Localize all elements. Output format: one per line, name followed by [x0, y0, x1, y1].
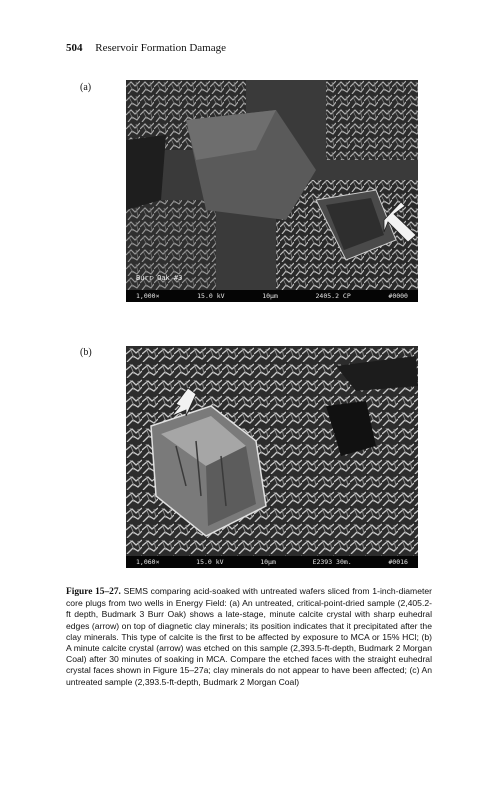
magnification-a: 1,000×	[136, 292, 160, 300]
running-header	[66, 42, 226, 54]
sample-tag-a: Burr Oak #3	[136, 274, 183, 282]
running-title: Reservoir Formation Damage	[95, 42, 226, 54]
sem-micrograph-b	[126, 346, 418, 568]
frame-number-b: #0016	[388, 558, 408, 566]
micrograph-a-image	[126, 80, 418, 290]
panel-a-label: (a)	[80, 82, 92, 93]
page-number: 504	[66, 42, 83, 54]
image-code-a: 2405.2 CP	[315, 292, 351, 300]
figure-caption	[66, 586, 432, 688]
figure-label: Figure 15–27.	[66, 587, 121, 597]
caption-text: SEMS comparing acid-soaked with untreated wafers sliced from 1-inch-diameter core plugs from two wells in Energy Field: (a) An untreated, critical-point-dried sample (2,405.2-ft depth, Budmark 3 Burr Oak) shows a late-stage, minute calcite crystal with sharp euhedral edges (arrow) on top of diagnetic clay minerals; its position indicates that it precipitated after the clay minerals. This type of calcite is the first to be affected by exposure to MCA or 15% HCl; (b) A minute calcite crystal (arrow) was etched on this sample (2,393.5-ft-depth, Budmark 2 Morgan Coal) after 30 minutes of soaking in MCA. Compare the etched faces with the straight euhedral crystal faces shown in Figure 15–27a; clay minerals do not appear to have been affected; (c) An untreated sample (2,393.5-ft-depth, Budmark 2 Morgan Coal)	[66, 586, 433, 687]
sem-micrograph-a	[126, 80, 418, 302]
voltage-a: 15.0 kV	[197, 292, 225, 300]
magnification-b: 1,060×	[136, 558, 160, 566]
frame-number-a: #0000	[388, 292, 408, 300]
scale-bar-a: 10µm	[262, 292, 278, 300]
image-code-b: E2393 30m.	[312, 558, 352, 566]
databar-a	[126, 290, 418, 302]
micrograph-b-image	[126, 346, 418, 556]
databar-b	[126, 556, 418, 568]
scale-bar-b: 10µm	[260, 558, 276, 566]
voltage-b: 15.0 kV	[196, 558, 224, 566]
panel-b-label: (b)	[80, 347, 92, 358]
